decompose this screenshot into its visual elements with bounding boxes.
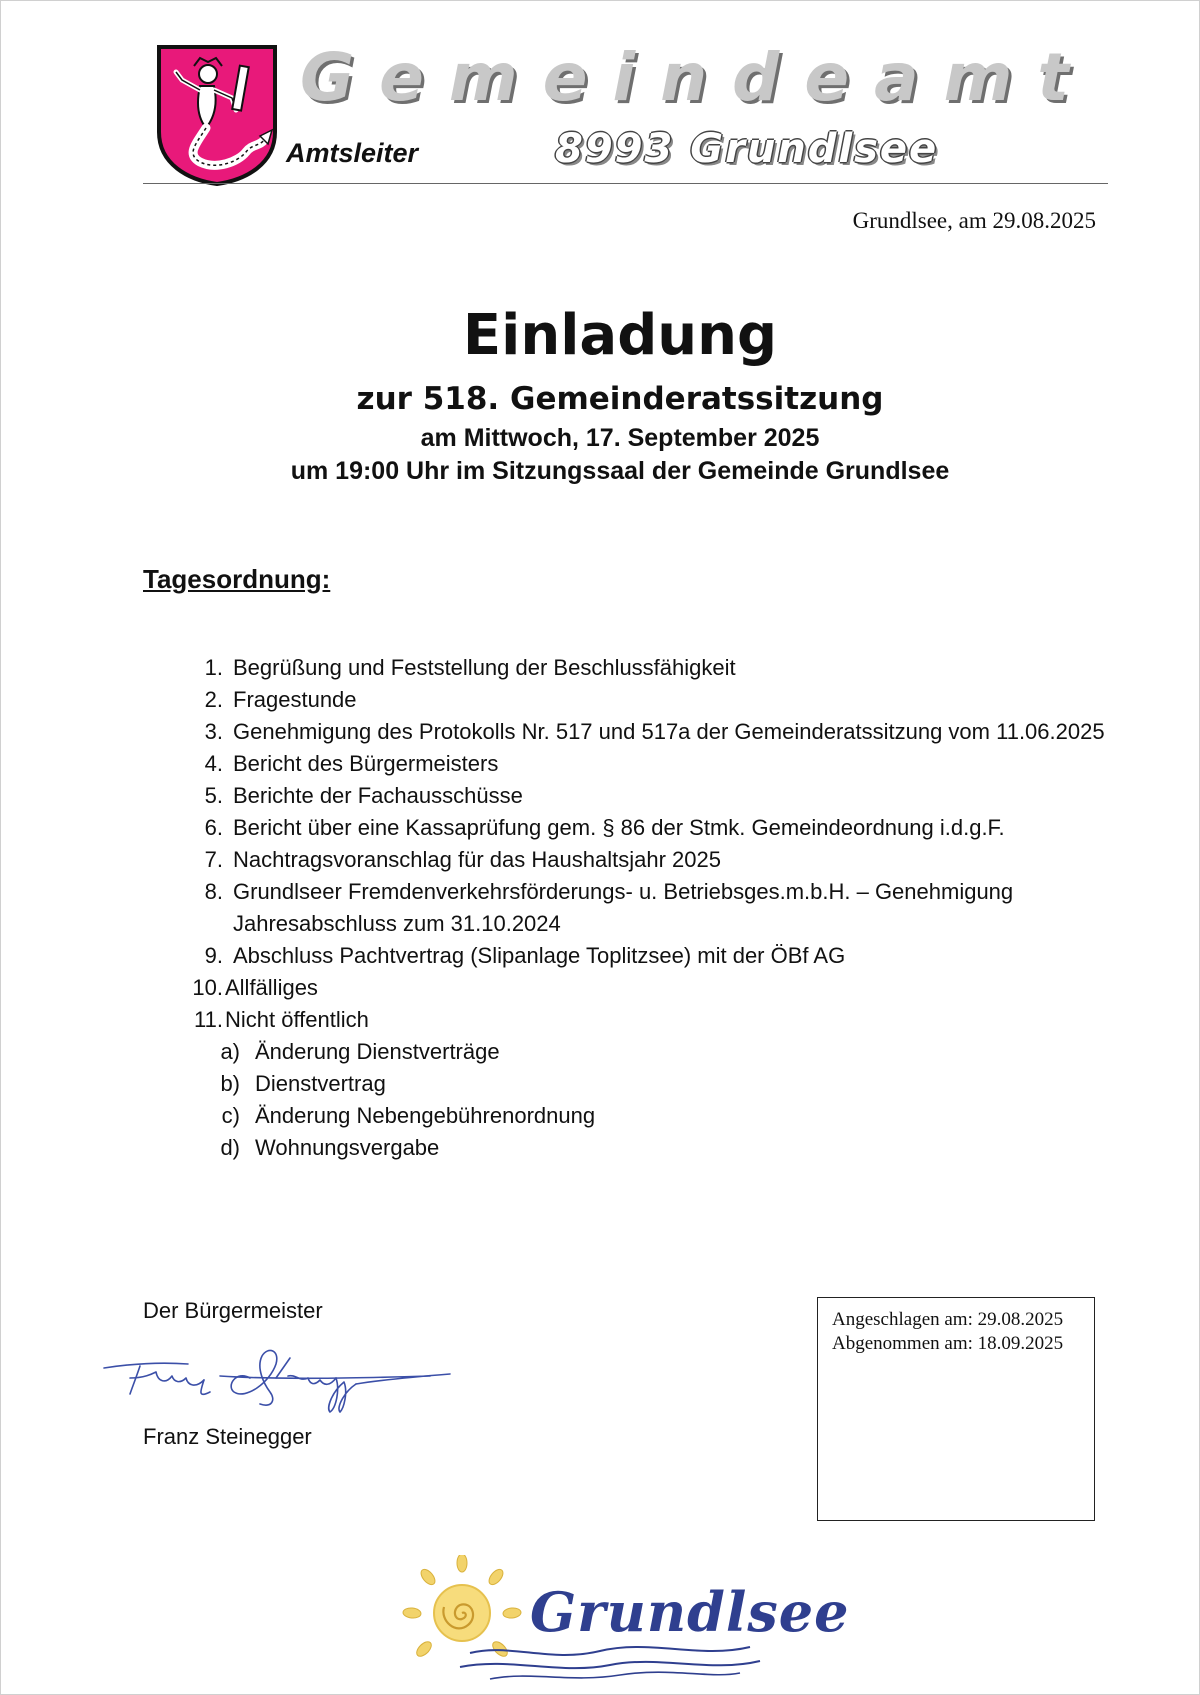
agenda-item-number: 6. <box>204 815 223 840</box>
invitation-subtitle: zur 518. Gemeinderatssitzung <box>356 381 884 417</box>
header-title: Gemeindeamt <box>300 39 1094 116</box>
agenda-item <box>185 716 1105 748</box>
agenda-item-text: Grundlseer Fremdenverkehrsförderungs- u. Betriebsges.m.b.H. – Genehmigung Jahresabschluss zum 31.10.2024 <box>233 879 1014 936</box>
agenda-item-number: 9. <box>204 943 223 968</box>
agenda-item-number: 5. <box>204 783 223 808</box>
meeting-date: am Mittwoch, 17. September 2025 <box>420 424 820 452</box>
agenda-item <box>185 812 1105 844</box>
meeting-time-place: um 19:00 Uhr im Sitzungssaal der Gemeinde Grundlsee <box>290 457 950 485</box>
agenda-item <box>185 780 1105 812</box>
agenda-item-number: 11. <box>194 1007 223 1032</box>
invitation-title: Einladung <box>462 303 778 368</box>
agenda-item-text: Nicht öffentlich <box>225 1007 369 1032</box>
agenda-item <box>185 748 1105 780</box>
agenda-sub-item <box>213 1036 1105 1068</box>
agenda-item-number: 7. <box>204 847 223 872</box>
agenda-sub-item <box>213 1132 1105 1164</box>
agenda-sub-letter: d) <box>220 1135 240 1160</box>
agenda-item-text: Fragestunde <box>233 687 357 712</box>
agenda-sub-text: Änderung Nebengebührenordnung <box>255 1103 596 1128</box>
agenda-sub-letter: a) <box>220 1039 240 1064</box>
agenda-item-text: Abschluss Pachtvertrag (Slipanlage Toplitzsee) mit der ÖBf AG <box>233 943 846 968</box>
signatory-name: Franz Steinegger <box>143 1424 312 1449</box>
agenda-item-number: 8. <box>204 879 223 904</box>
footer-logo-wordmark: Grundlsee <box>530 1580 850 1644</box>
agenda-item <box>185 684 1105 716</box>
handwritten-signature <box>100 1338 460 1418</box>
document-date: Grundlsee, am 29.08.2025 <box>852 208 1096 233</box>
agenda-item-text: Allfälliges <box>225 975 318 1000</box>
header-divider <box>143 183 1108 184</box>
municipal-crest-icon <box>156 44 278 186</box>
agenda-item-number: 4. <box>204 751 223 776</box>
agenda-item-number: 2. <box>204 687 223 712</box>
agenda-item-text: Bericht des Bürgermeisters <box>233 751 499 776</box>
agenda-item <box>185 652 1105 684</box>
removed-date: Abgenommen am: 18.09.2025 <box>832 1333 1064 1354</box>
agenda-item-text: Berichte der Fachausschüsse <box>233 783 523 808</box>
agenda-sub-text: Wohnungsvergabe <box>255 1135 440 1160</box>
agenda-sub-letter: b) <box>220 1071 240 1096</box>
agenda-sub-text: Änderung Dienstverträge <box>255 1039 500 1064</box>
agenda-sub-letter: c) <box>221 1103 240 1128</box>
agenda-heading: Tagesordnung: <box>143 564 331 594</box>
agenda-item-text: Bericht über eine Kassaprüfung gem. § 86 der Stmk. Gemeindeordnung i.d.g.F. <box>233 815 1005 840</box>
signatory-role: Der Bürgermeister <box>143 1298 323 1323</box>
posting-notice-box <box>817 1297 1095 1521</box>
agenda-sub-list <box>213 1036 1105 1164</box>
agenda-sub-item <box>213 1068 1105 1100</box>
agenda-item-text: Begrüßung und Feststellung der Beschlussfähigkeit <box>233 655 736 680</box>
agenda-item <box>185 844 1105 876</box>
posted-date: Angeschlagen am: 29.08.2025 <box>832 1309 1064 1330</box>
agenda-item <box>185 940 1105 972</box>
agenda-item <box>185 1004 1105 1036</box>
agenda-item-number: 10. <box>192 975 223 1000</box>
agenda-item-text: Nachtragsvoranschlag für das Haushaltsjahr 2025 <box>233 847 721 872</box>
agenda-item <box>185 876 1105 940</box>
header-address: 8993 Grundlsee <box>555 126 939 172</box>
agenda-sub-text: Dienstvertrag <box>255 1071 386 1096</box>
header-role: Amtsleiter <box>286 138 419 168</box>
agenda-list <box>185 652 1105 1164</box>
agenda-item-number: 1. <box>204 655 223 680</box>
invitation-block <box>0 296 1200 488</box>
agenda-item <box>185 972 1105 1004</box>
agenda-item-number: 3. <box>204 719 223 744</box>
agenda-item-text: Genehmigung des Protokolls Nr. 517 und 517a der Gemeinderatssitzung vom 11.06.2025 <box>233 719 1105 744</box>
agenda-sub-item <box>213 1100 1105 1132</box>
